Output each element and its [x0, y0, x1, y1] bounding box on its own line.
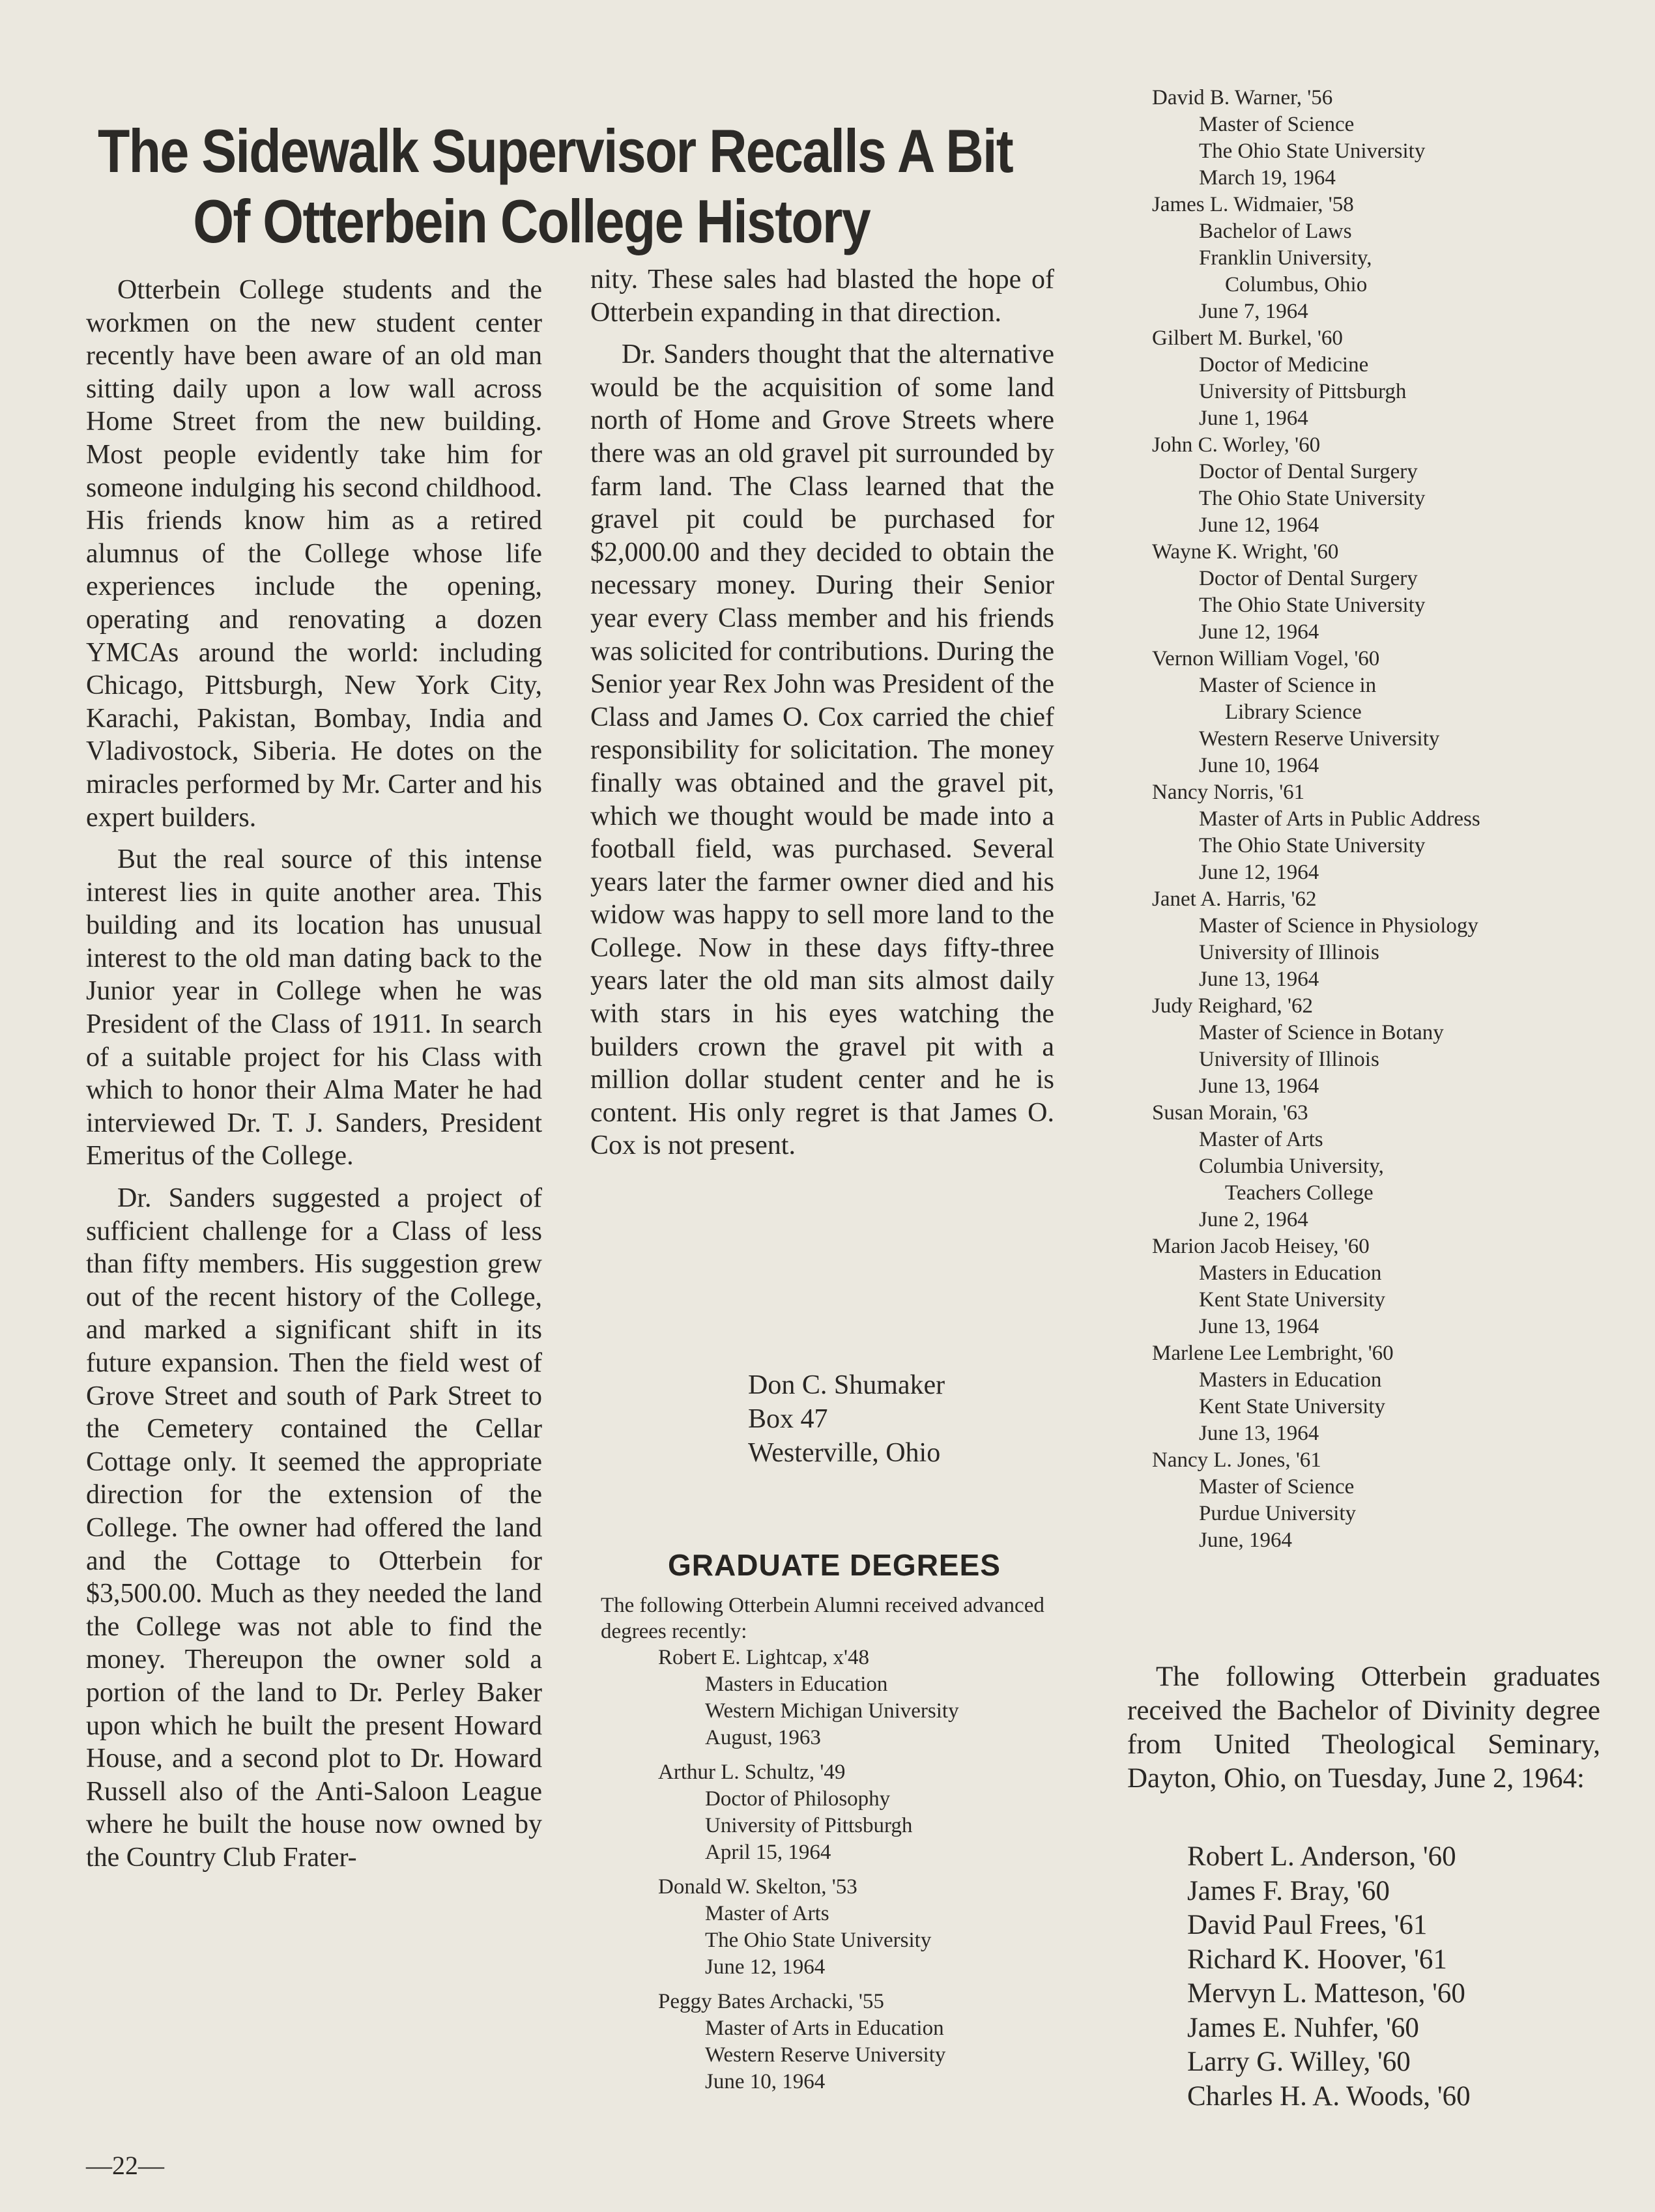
author-city: Westerville, Ohio [748, 1438, 941, 1468]
degree-entry [1152, 886, 1480, 993]
graduate-name: James L. Widmaier, '58 [1152, 193, 1354, 216]
degree-school: University of Illinois [1199, 1048, 1379, 1071]
degree-title: Doctor of Philosophy [705, 1787, 891, 1811]
degree-entry [1152, 1447, 1480, 1554]
degree-entry [658, 1645, 959, 1751]
degree-date: June 13, 1964 [1199, 1422, 1319, 1445]
degree-entry [1152, 646, 1480, 779]
degree-entry [658, 1874, 959, 1981]
degree-date: March 19, 1964 [1199, 166, 1336, 190]
graduate-name: Vernon William Vogel, '60 [1152, 647, 1380, 670]
degree-school: The Ohio State University [1199, 487, 1426, 510]
divinity-graduate: Richard K. Hoover, '61 [1187, 1944, 1447, 1975]
author-name: Don C. Shumaker [748, 1370, 945, 1400]
degree-title: Doctor of Dental Surgery [1199, 567, 1418, 590]
degree-school: University of Pittsburgh [705, 1814, 913, 1837]
degree-entry [1152, 192, 1480, 325]
degree-title-continued: Library Science [1225, 700, 1362, 724]
degree-entry [1152, 1340, 1480, 1447]
page-number: —22— [86, 2151, 164, 2180]
degree-school: The Ohio State University [705, 1929, 932, 1952]
divinity-graduate-list [1187, 1840, 1471, 2114]
graduate-degree-list [658, 1645, 959, 2103]
divinity-graduate: David Paul Frees, '61 [1187, 1910, 1428, 1940]
degree-entry [658, 1989, 959, 2095]
degree-school: University of Pittsburgh [1199, 380, 1407, 403]
degree-school: Kent State University [1199, 1288, 1385, 1312]
title-line: Of Otterbein College History [193, 187, 871, 255]
degree-entry [1152, 993, 1480, 1100]
article-paragraph: Dr. Sanders suggested a project of sufficient challenge for a Class of less than fifty members. His suggestion grew out of the recent history of the College, and marked a significant shift in its future expansion. Then the field west of Grove Street and south of Park Street to the Cemetery contained the Cellar Cottage only. It seemed the appropriate direction for the extension of the College. The owner had offered the land and the Cottage to Otterbein for $3,500.00. Much as they needed the land the College was not able to find the money. Thereupon the owner sold a portion of the land to Dr. Perley Baker upon which he built the present Howard House, and a second plot to Dr. Howard Russell also of the Anti-Saloon League where he built the house now owned by the Country Club Frater- [86, 1183, 542, 1873]
degree-title: Masters in Education [1199, 1261, 1382, 1285]
divinity-graduate: Charles H. A. Woods, '60 [1187, 2080, 1471, 2112]
graduate-name: Robert E. Lightcap, x'48 [658, 1646, 869, 1669]
degree-date: June, 1964 [1199, 1529, 1292, 1552]
title-line: The Sidewalk Supervisor Recalls A Bit [98, 117, 1013, 185]
author-box: Box 47 [748, 1404, 828, 1434]
graduate-name: Janet A. Harris, '62 [1152, 887, 1317, 911]
degree-entry [1152, 432, 1480, 539]
divinity-intro: The following Otterbein graduates received the Bachelor of Divinity degree from United Theological Seminary, Dayton, Ohio, on Tuesday, June 2, 1964: [1127, 1661, 1600, 1794]
graduate-name: Nancy Norris, '61 [1152, 781, 1305, 804]
divinity-graduate: Mervyn L. Matteson, '60 [1187, 1978, 1465, 2009]
degree-date: June 10, 1964 [1199, 754, 1319, 777]
divinity-graduate: Robert L. Anderson, '60 [1187, 1841, 1456, 1872]
degree-school: The Ohio State University [1199, 594, 1426, 617]
article-column-2 [590, 263, 1054, 1162]
degree-title: Master of Science [1199, 113, 1355, 136]
degree-entry [1152, 1100, 1480, 1233]
divinity-graduate: James F. Bray, '60 [1187, 1875, 1390, 1906]
degree-school: Franklin University, [1199, 246, 1372, 270]
degree-date: June 10, 1964 [705, 2070, 826, 2093]
degree-date: June 13, 1964 [1199, 1315, 1319, 1338]
graduate-degrees-heading: GRADUATE DEGREES [668, 1548, 1001, 1582]
degree-date: June 7, 1964 [1199, 300, 1308, 323]
degree-entry [658, 1759, 959, 1866]
degree-school: University of Illinois [1199, 941, 1379, 964]
degree-title: Masters in Education [1199, 1368, 1382, 1392]
degree-school: Columbia University, [1199, 1155, 1384, 1178]
article-column-1 [86, 274, 542, 1874]
graduate-name: Gilbert M. Burkel, '60 [1152, 326, 1343, 350]
graduate-name: Wayne K. Wright, '60 [1152, 540, 1339, 564]
degree-school: The Ohio State University [1199, 139, 1426, 163]
degree-school: Purdue University [1199, 1502, 1357, 1525]
degree-date: June 2, 1964 [1199, 1208, 1308, 1231]
degree-entry [1152, 1233, 1480, 1340]
graduate-name: Arthur L. Schultz, '49 [658, 1760, 846, 1784]
author-signature [748, 1368, 945, 1470]
article-paragraph: Dr. Sanders thought that the alternative would be the acquisition of some land north of Home and Grove Streets where there was an old gravel pit surrounded by farm land. The Class learned that the gravel pit could be purchased for $2,000.00 and they decided to obtain the necessary money. During their Senior year every Class member and his friends was solicited for contributions. During the Senior year Rex John was President of the Class and James O. Cox carried the chief responsibility for solicitation. The money finally was obtained and the gravel pit, which we thought would be made into a football field, was purchased. Several years later the farmer owner died and his widow was happy to sell more land to the College. Now in these days fifty-three years later the old man sits almost daily with stars in his eyes watching the builders crown the gravel pit with a million dollar student center and he is content. His only regret is that James O. Cox is not present. [590, 339, 1054, 1161]
graduate-degree-list-continued [1152, 85, 1480, 1554]
degree-entry [1152, 85, 1480, 192]
degree-title: Master of Science in [1199, 674, 1377, 697]
degree-date: June 13, 1964 [1199, 1074, 1319, 1098]
degree-date: June 12, 1964 [1199, 861, 1319, 884]
degree-title: Master of Science [1199, 1475, 1355, 1499]
degree-title: Doctor of Medicine [1199, 353, 1369, 377]
degree-date: August, 1963 [705, 1726, 821, 1749]
degree-title: Master of Arts [705, 1902, 829, 1925]
degree-date: June 12, 1964 [705, 1955, 826, 1979]
article-paragraph: Otterbein College students and the workmen on the new student center recently have been aware of an old man sitting daily upon a low wall across Home Street from the new building. Most people evidently take him for someone indulging his second childhood. His friends know him as a retired alumnus of the College whose life experiences include the opening, operating and renovating a dozen YMCAs around the world: including Chicago, Pittsburgh, New York City, Karachi, Pakistan, Bombay, India and Vladivostock, Siberia. He dotes on the miracles performed by Mr. Carter and his expert builders. [86, 275, 542, 833]
degree-title: Masters in Education [705, 1673, 888, 1696]
degree-school-division: Teachers College [1225, 1181, 1374, 1205]
graduate-name: Marion Jacob Heisey, '60 [1152, 1235, 1370, 1258]
divinity-graduate: Larry G. Willey, '60 [1187, 2047, 1411, 2077]
graduate-name: Donald W. Skelton, '53 [658, 1875, 857, 1899]
graduate-name: Peggy Bates Archacki, '55 [658, 1990, 884, 2013]
graduate-name: Nancy L. Jones, '61 [1152, 1448, 1321, 1472]
graduate-name: Susan Morain, '63 [1152, 1101, 1308, 1125]
degree-date: June 12, 1964 [1199, 620, 1319, 644]
degree-date: June 1, 1964 [1199, 407, 1308, 430]
divinity-graduate: James E. Nuhfer, '60 [1187, 2012, 1419, 2043]
degree-entry [1152, 539, 1480, 646]
article-title [98, 116, 1013, 257]
degree-date: June 12, 1964 [1199, 513, 1319, 537]
degree-entry [1152, 779, 1480, 886]
graduate-name: David B. Warner, '56 [1152, 86, 1333, 109]
degree-title: Doctor of Dental Surgery [1199, 460, 1418, 483]
degree-date: April 15, 1964 [705, 1841, 831, 1864]
degree-title: Master of Arts [1199, 1128, 1323, 1151]
degree-title: Bachelor of Laws [1199, 220, 1352, 243]
degree-title: Master of Arts in Education [705, 2017, 944, 2040]
article-paragraph: nity. These sales had blasted the hope of Otterbein expanding in that direction. [590, 265, 1054, 328]
degree-title: Master of Science in Botany [1199, 1021, 1444, 1044]
degree-school-city: Columbus, Ohio [1225, 273, 1368, 296]
degree-school: Kent State University [1199, 1395, 1385, 1418]
degree-title: Master of Arts in Public Address [1199, 807, 1480, 831]
article-paragraph: But the real source of this intense interest lies in quite another area. This building and its location has unusual interest to the old man dating back to the Junior year in College when he was President of the Class of 1911. In search of a suitable project for his Class with which to honor their Alma Mater he had interviewed Dr. T. J. Sanders, President Emeritus of the College. [86, 844, 542, 1171]
graduate-degrees-intro: The following Otterbein Alumni received advanced degrees recently: [601, 1594, 1044, 1643]
degree-date: June 13, 1964 [1199, 968, 1319, 991]
degree-title: Master of Science in Physiology [1199, 914, 1478, 938]
graduate-name: John C. Worley, '60 [1152, 433, 1321, 457]
degree-school: Western Michigan University [705, 1699, 959, 1723]
graduate-name: Marlene Lee Lembright, '60 [1152, 1342, 1394, 1365]
degree-school: The Ohio State University [1199, 834, 1426, 857]
graduate-name: Judy Reighard, '62 [1152, 994, 1314, 1018]
degree-entry [1152, 325, 1480, 432]
degree-school: Western Reserve University [1199, 727, 1440, 751]
degree-school: Western Reserve University [705, 2043, 946, 2067]
